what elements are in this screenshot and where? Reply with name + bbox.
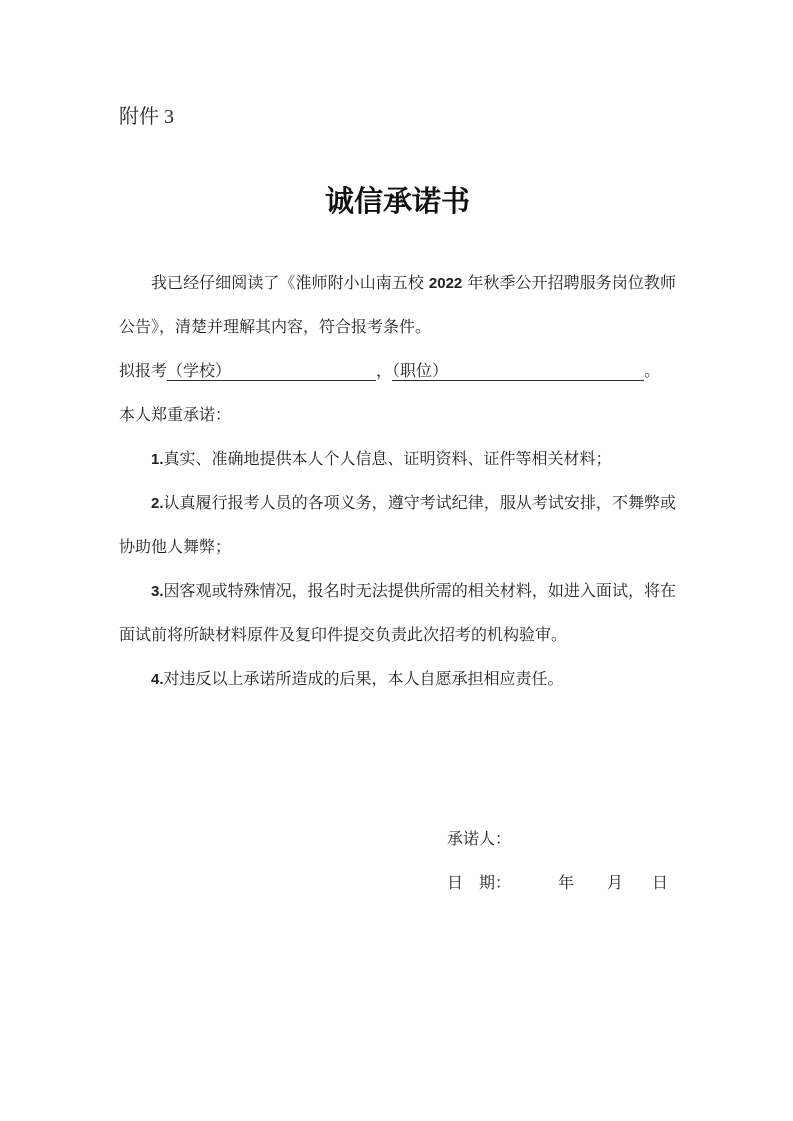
item-text: 认真履行报考人员的各项义务，遵守考试纪律，服从考试安排，不舞弊或协助他人舞弊； bbox=[119, 495, 676, 556]
intro-paragraph bbox=[119, 262, 676, 350]
commitment-item-2 bbox=[119, 482, 676, 570]
item-text: 对违反以上承诺所造成的后果，本人自愿承担相应责任。 bbox=[163, 671, 564, 688]
signature-block bbox=[447, 818, 676, 906]
commitment-item-1 bbox=[119, 438, 676, 482]
date-day-unit: 日 bbox=[652, 875, 669, 892]
intro-text-post: 年秋季公开招聘服务岗位教师公告》，清楚并理解其内容，符合报考条件。 bbox=[119, 275, 676, 336]
promiser-line: 承诺人： bbox=[447, 831, 512, 848]
promise-intro: 本人郑重承诺： bbox=[119, 407, 232, 424]
item-number: 3. bbox=[151, 583, 164, 600]
intro-text-pre: 我已经仔细阅读了《淮师附小山南五校 bbox=[151, 275, 424, 292]
item-number: 2. bbox=[151, 495, 164, 512]
date-line bbox=[447, 862, 676, 906]
apply-line bbox=[119, 350, 676, 394]
position-field bbox=[392, 363, 644, 381]
item-text: 因客观或特殊情况，报名时无法提供所需的相关材料，如进入面试，将在面试前将所缺材料原件及复印件提交负责此次招考的机构验审。 bbox=[119, 583, 676, 644]
apply-prefix: 拟报考 bbox=[119, 363, 168, 380]
position-label: （职位） bbox=[392, 363, 449, 380]
apply-terminator: 。 bbox=[644, 363, 661, 380]
date-year-unit: 年 bbox=[558, 875, 575, 892]
document-title: 诚信承诺书 bbox=[324, 186, 470, 218]
apply-separator: ， bbox=[376, 363, 393, 380]
intro-year: 2022 bbox=[428, 275, 463, 292]
school-field bbox=[167, 363, 376, 381]
commitment-item-3 bbox=[119, 570, 676, 658]
date-label: 日 期： bbox=[447, 875, 512, 892]
document-content bbox=[119, 104, 676, 906]
school-label: （学校） bbox=[167, 363, 232, 380]
item-text: 真实、准确地提供本人个人信息、证明资料、证件等相关材料； bbox=[163, 451, 612, 468]
item-number: 1. bbox=[151, 451, 164, 468]
date-month-unit: 月 bbox=[607, 875, 624, 892]
item-number: 4. bbox=[151, 671, 164, 688]
commitment-item-4 bbox=[119, 658, 676, 702]
attachment-label: 附件 3 bbox=[119, 106, 174, 128]
